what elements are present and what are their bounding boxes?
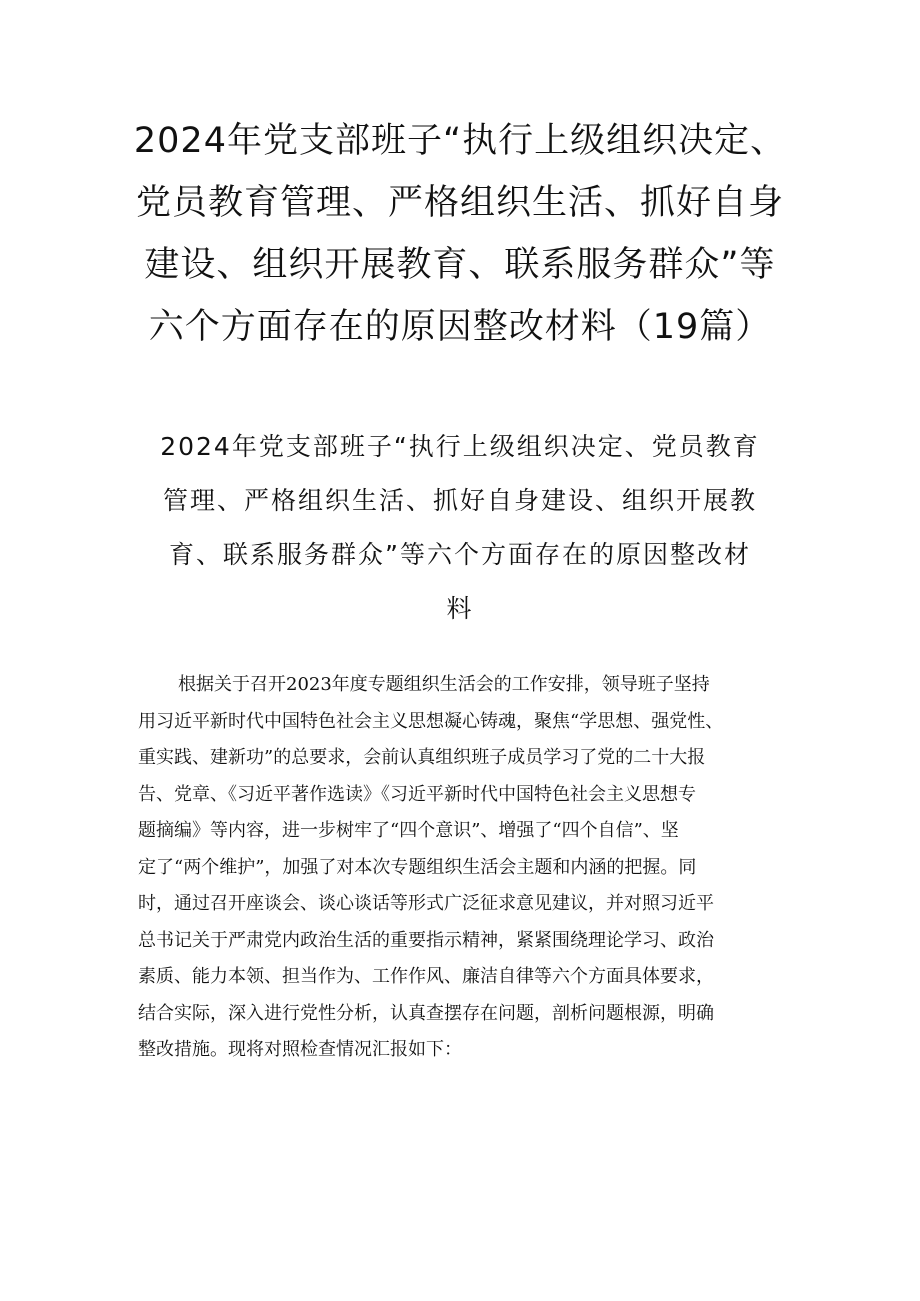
- paragraph-line: 用习近平新时代中国特色社会主义思想凝心铸魂，聚焦“学思想、强党性、: [138, 710, 724, 732]
- main-title-line: 党员教育管理、严格组织生活、抓好自身: [135, 183, 784, 223]
- section-title-line: 料: [446, 594, 474, 623]
- paragraph-line: 根据关于召开2023年度专题组织生活会的工作安排，领导班子坚持: [178, 674, 710, 695]
- paragraph-line: 题摘编》等内容，进一步树牢了“四个意识”、增强了“四个自信”、坚: [138, 820, 679, 841]
- paragraph-line: 定了“两个维护”，加强了对本次专题组织生活会主题和内涵的把握。同: [138, 856, 697, 878]
- section-title-line: 育、联系服务群众”等六个方面存在的原因整改材: [169, 540, 751, 569]
- paragraph-line: 素质、能力本领、担当作为、工作作风、廉洁自律等六个方面具体要求，: [138, 966, 714, 987]
- paragraph-line: 整改措施。现将对照检查情况汇报如下：: [138, 1039, 462, 1060]
- main-title-line: 2024年党支部班子“执行上级组织决定、: [133, 121, 787, 161]
- section-title-line: 2024年党支部班子“执行上级组织决定、党员教育: [160, 432, 760, 461]
- paragraph-line: 告、党章、《习近平著作选读》《习近平新时代中国特色社会主义思想专: [138, 783, 696, 805]
- main-title: [120, 110, 800, 358]
- paragraph-line: 结合实际，深入进行党性分析，认真查摆存在问题，剖析问题根源，明确: [138, 1002, 714, 1024]
- body-paragraph: [138, 667, 798, 1069]
- paragraph-line: 时，通过召开座谈会、谈心谈话等形式广泛征求意见建议，并对照习近平: [138, 893, 714, 914]
- section-title-line: 管理、严格组织生活、抓好自身建设、组织开展教: [162, 486, 757, 515]
- main-title-line: 六个方面存在的原因整改材料（19篇）: [148, 307, 772, 347]
- main-title-line: 建设、组织开展教育、联系服务群众”等: [144, 245, 776, 285]
- section-title: [135, 420, 785, 636]
- paragraph-line: 重实践、建新功”的总要求，会前认真组织班子成员学习了党的二十大报: [138, 747, 706, 768]
- paragraph-line: 总书记关于严肃党内政治生活的重要指示精神，紧紧围绕理论学习、政治: [138, 929, 714, 951]
